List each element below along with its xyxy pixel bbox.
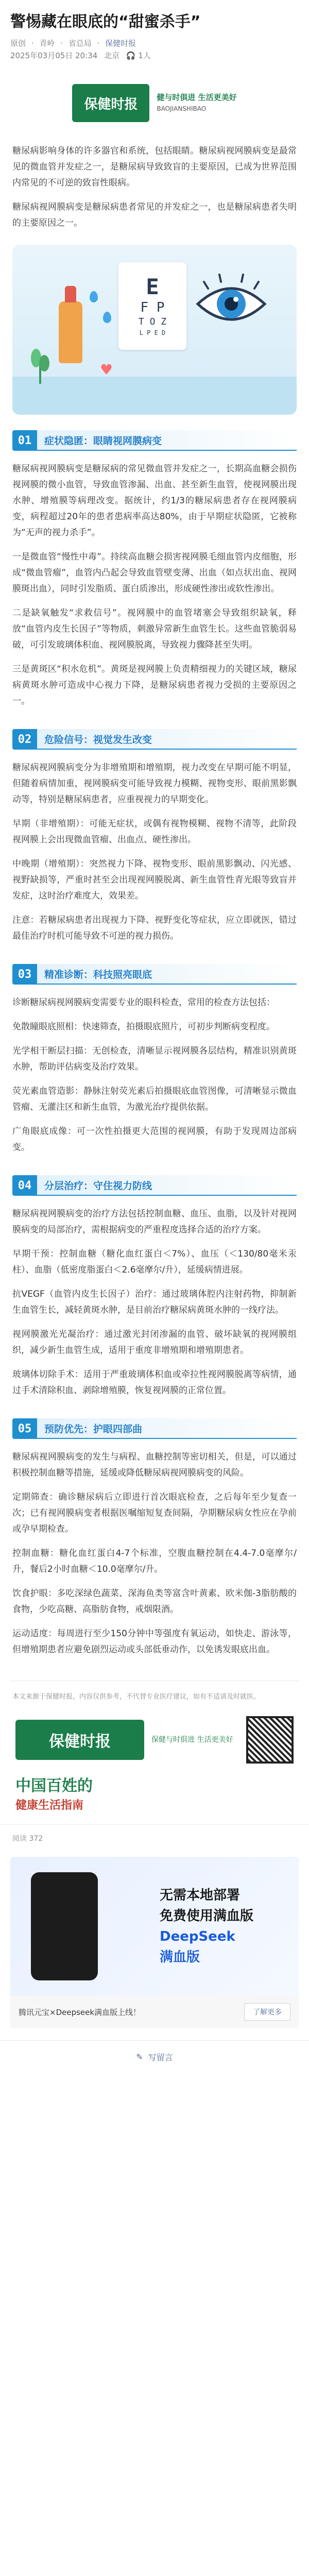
intro-paragraph: 糖尿病视网膜病变是糖尿病患者常见的并发症之一，也是糖尿病患者失明的主要原因之一。 bbox=[12, 202, 297, 228]
intro-paragraph: 糖尿病影响身体的许多器官和系统，包括眼睛。糖尿病视网膜病变是最常见的微血管并发症之一，是糖尿病导致致盲的主要原因，已成为世界范围内常见的不可逆的致盲性眼病。 bbox=[12, 146, 297, 188]
section-number: 02 bbox=[12, 729, 37, 750]
eye-chart-row: F P bbox=[140, 300, 165, 315]
section-number: 01 bbox=[12, 430, 37, 451]
section-header-04 bbox=[12, 1175, 297, 1196]
eye-chart-row: L P E D bbox=[139, 329, 166, 336]
section-title: 预防优先：护眼四部曲 bbox=[37, 1418, 297, 1439]
footer-brand-line: 保健与时俱进 生活更美好 bbox=[151, 1736, 233, 1744]
ad-headline-line: DeepSeek bbox=[160, 1929, 235, 1944]
brand-slogan bbox=[157, 92, 236, 114]
footer-banner bbox=[10, 1681, 299, 1814]
section-paragraph: 早期干预：控制血糖（糖化血红蛋白＜7%）、血压（＜130/80毫米汞柱）、血脂（低密度脂蛋白＜2.6毫摩尔/升），延缓病情进展。 bbox=[12, 1249, 297, 1275]
listen-icon[interactable]: 🎧 bbox=[126, 51, 136, 60]
read-count: 阅读 372 bbox=[0, 1824, 309, 1852]
column-name: 青岭 bbox=[39, 39, 55, 48]
section-paragraph: 注意：若糖尿病患者出现视力下降、视野变化等症状，应立即就医，错过最佳治疗时机可能导致不可逆的视力损伤。 bbox=[12, 915, 297, 941]
eye-chart-row: T O Z bbox=[138, 316, 167, 327]
qr-code-icon[interactable] bbox=[246, 1716, 294, 1764]
footer-logo: 保健时报 bbox=[15, 1720, 144, 1760]
brand-slogan-cn: 健与时俱进 生活更美好 bbox=[157, 93, 237, 102]
article-title: 警惕藏在眼底的“甜蜜杀手” bbox=[10, 13, 201, 31]
ad-image[interactable] bbox=[10, 1857, 299, 1996]
section-paragraph: 定期筛查：确诊糖尿病后立即进行首次眼底检查，之后每年至少复查一次；已有视网膜病变者根据医嘱缩短复查间隔，孕期糖尿病女性应在孕前或孕早期检查。 bbox=[12, 1492, 297, 1534]
footer-disclaimer: 本文来源于保健时报，内容仅供参考，不代替专业医疗建议，如有不适请及时就医。 bbox=[12, 1693, 261, 1701]
section-paragraph: 糖尿病视网膜病变的治疗方法包括控制血糖、血压、血脂，以及针对视网膜病变的局部治疗，需根据病变的严重程度选择合适的治疗方案。 bbox=[12, 1209, 297, 1235]
section-number: 05 bbox=[12, 1418, 37, 1439]
original-badge: 原创 bbox=[10, 39, 26, 48]
brand-banner bbox=[10, 72, 299, 134]
heart-icon: ♥ bbox=[100, 361, 113, 378]
brand-slogan-en: BAOJIANSHIBAO bbox=[157, 105, 207, 112]
brand-logo: 保健时报 bbox=[72, 84, 149, 122]
section-paragraph: 抗VEGF（血管内皮生长因子）治疗：通过玻璃体腔内注射药物，抑制新生血管生长，减轻黄斑水肿，是目前治疗糖尿病黄斑水肿的一线疗法。 bbox=[12, 1289, 297, 1315]
article-meta-second bbox=[0, 49, 309, 62]
section-title: 症状隐匿：眼睛视网膜病变 bbox=[37, 430, 297, 451]
section-paragraph: 饮食护眼：多吃深绿色蔬菜、深海鱼类等富含叶黄素、欧米伽-3脂肪酸的食物，少吃高糖、高脂肪食物，戒烟限酒。 bbox=[12, 1588, 297, 1615]
section-paragraph: 控制血糖：糖化血红蛋白4-7个标准，空腹血糖控制在4.4-7.0毫摩尔/升，餐后2小时血糖＜10.0毫摩尔/升。 bbox=[12, 1548, 297, 1574]
listen-count[interactable]: 1人 bbox=[138, 51, 151, 60]
section-header-03 bbox=[12, 964, 297, 985]
section-title: 精准诊断：科技照亮眼底 bbox=[37, 964, 297, 985]
ad-block[interactable] bbox=[10, 1857, 299, 2028]
section-paragraph: 广角眼底成像：可一次性拍摄更大范围的视网膜，有助于发现周边部病变。 bbox=[12, 1126, 297, 1153]
floor-shape bbox=[12, 377, 297, 415]
water-drop-icon bbox=[90, 291, 98, 302]
water-drop-icon bbox=[103, 312, 111, 323]
ad-headline-line: 满血版 bbox=[160, 1950, 200, 1965]
section-paragraph: 中晚期（增殖期）：突然视力下降、视物变形、眼前黑影飘动、闪光感、视野缺损等，严重时甚至会出现视网膜脱离、新生血管性青光眼等致盲并发症，这时治疗难度大，效果差。 bbox=[12, 859, 297, 901]
article-meta: 原创 · 青岭 · 省总局 · 保健时报 bbox=[10, 39, 136, 48]
section-paragraph: 诊断糖尿病视网膜病变需要专业的眼科检查，常用的检查方法包括： bbox=[12, 997, 275, 1008]
write-comment-label[interactable]: 写留言 bbox=[148, 2053, 173, 2062]
plant-icon bbox=[30, 343, 50, 384]
account-link[interactable]: 保健时报 bbox=[105, 39, 136, 48]
author-name: 省总局 bbox=[68, 39, 92, 48]
section-paragraph: 早期（非增殖期）：可能无症状，或偶有视物模糊、视物不清等，此阶段视网膜上会出现微血管瘤、出血点、硬性渗出。 bbox=[12, 819, 297, 845]
ad-caption-text: 腾讯元宝×Deepseek满血版上线！ bbox=[19, 2007, 141, 2017]
write-comment-bar[interactable] bbox=[0, 2040, 309, 2073]
section-number: 03 bbox=[12, 964, 37, 985]
section-header-01 bbox=[12, 430, 297, 451]
section-paragraph: 二是缺氧触发“求救信号”。视网膜中的血管堵塞会导致组织缺氧，释放“血管内皮生长因子”等物质，刺激异常新生血管生长。这些血管脆弱易破，可引发玻璃体积血、视网膜脱离，导致视力骤降甚至失明。 bbox=[12, 608, 297, 650]
section-paragraph: 三是黄斑区“积水危机”。黄斑是视网膜上负责精细视力的关键区域，糖尿病黄斑水肿可造成中心视力下降，是糖尿病患者视力受损的主要原因之一。 bbox=[12, 664, 297, 706]
section-paragraph: 免散瞳眼底照相：快速筛查，拍摄眼底照片，可初步判断病变程度。 bbox=[12, 1022, 275, 1032]
ad-headline-line: 无需本地部署 bbox=[160, 1888, 241, 1903]
section-title: 分层治疗：守住视力防线 bbox=[37, 1175, 297, 1196]
pencil-icon: ✎ bbox=[136, 2052, 143, 2062]
eye-chart-row: E bbox=[146, 274, 159, 299]
ad-caption bbox=[10, 1996, 299, 2028]
section-paragraph: 糖尿病视网膜病变的发生与病程、血糖控制等密切相关，但是，可以通过积极控制血糖等措施，延缓或降低糖尿病视网膜病变的风险。 bbox=[12, 1452, 297, 1478]
section-header-02 bbox=[12, 729, 297, 750]
footer-brand-card bbox=[10, 1711, 299, 1769]
footer-slogan-main: 中国百姓的 bbox=[15, 1777, 93, 1795]
ad-learn-more-button[interactable]: 了解更多 bbox=[244, 2003, 290, 2021]
footer-slogan-sub: 健康生活指南 bbox=[15, 1799, 84, 1812]
section-paragraph: 运动适度：每周进行至少150分钟中等强度有氧运动，如快走、游泳等，但增殖期患者应避免剧烈运动或头部低垂动作，以免诱发眼底出血。 bbox=[12, 1629, 297, 1655]
footer-slogan bbox=[15, 1775, 294, 1814]
eye-drop-bottle-icon bbox=[59, 301, 82, 363]
section-paragraph: 荧光素血管造影：静脉注射荧光素后拍摄眼底血管图像，可清晰显示微血管瘤、无灌注区和新生血管，为激光治疗提供依据。 bbox=[12, 1086, 297, 1112]
section-title: 危险信号：视觉发生改变 bbox=[37, 729, 297, 750]
section-paragraph: 视网膜激光光凝治疗：通过激光封闭渗漏的血管、破坏缺氧的视网膜组织，减少新生血管生成，适用于重度非增殖期和增殖期患者。 bbox=[12, 1329, 297, 1355]
section-paragraph: 光学相干断层扫描：无创检查，清晰显示视网膜各层结构，精准识别黄斑水肿，帮助评估病变及治疗效果。 bbox=[12, 1046, 297, 1072]
section-paragraph: 糖尿病视网膜病变分为非增殖期和增殖期，视力改变在早期可能不明显，但随着病情加重，视网膜病变可能导致视力模糊、视物变形、眼前黑影飘动等，特别是糖尿病患者，应重视视力的早期变化。 bbox=[12, 762, 297, 805]
eye-health-illustration bbox=[12, 245, 297, 415]
publish-location: 北京 bbox=[104, 51, 120, 60]
publish-datetime: 2025年03月05日 20:34 bbox=[10, 51, 98, 60]
eye-chart bbox=[118, 262, 186, 350]
eye-icon bbox=[193, 265, 270, 343]
section-paragraph: 糖尿病视网膜病变是糖尿病的常见微血管并发症之一，长期高血糖会损伤视网膜的微小血管，导致血管渗漏、出血、甚至新生血管，使视网膜出现水肿、增殖膜等病理改变。据统计，约1/3的糖尿病患者存在视网膜病变，病程超过20年的患者患病率高达80%，由于早期症状隐匿，它被称为“无声的视力杀手”。 bbox=[12, 464, 297, 538]
ad-headline bbox=[160, 1885, 283, 1968]
section-paragraph: 玻璃体切除手术：适用于严重玻璃体积血或牵拉性视网膜脱离等病情，通过手术清除积血、剥除增殖膜，恢复视网膜的正常位置。 bbox=[12, 1369, 297, 1396]
section-number: 04 bbox=[12, 1175, 37, 1196]
section-paragraph: 一是微血管“慢性中毒”。持续高血糖会损害视网膜毛细血管内皮细胞，形成“微血管瘤”，血管内凸起会导致血管壁变薄、出血（如点状出血、视网膜斑出血），同时引发脂质、蛋白质渗出，形成硬性渗出或软性渗出。 bbox=[12, 552, 297, 594]
phone-icon bbox=[31, 1872, 98, 1980]
ad-headline-line: 免费使用满血版 bbox=[160, 1908, 254, 1924]
section-header-05 bbox=[12, 1418, 297, 1439]
